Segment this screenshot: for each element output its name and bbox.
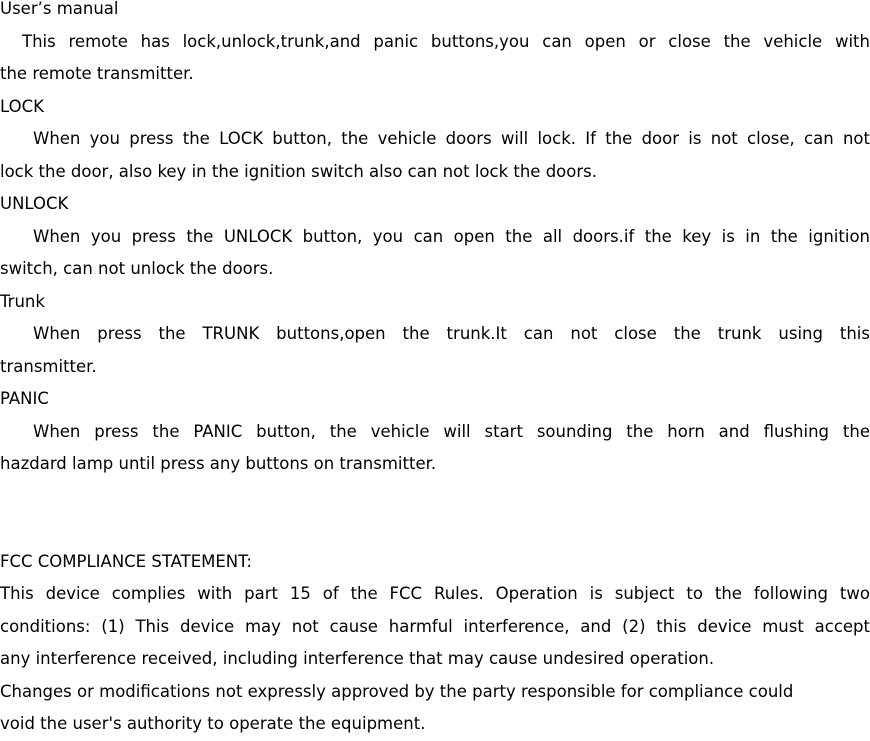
section-line: When press the TRUNK buttons,open the trunk.It can not close the trunk using this (33, 324, 870, 343)
section-heading: Trunk (0, 291, 45, 311)
section-unlock (0, 188, 870, 286)
fcc-line: any interference received, including interference that may cause undesired operation. (0, 649, 715, 668)
fcc-line: This device complies with part 15 of the FCC Rules. Operation is subject to the following two (0, 584, 870, 603)
intro-paragraph (0, 26, 870, 91)
section-line: When you press the UNLOCK button, you can open the all doors.if the key is in the ignition (33, 226, 870, 246)
fcc-line: Changes or modifications not expressly approved by the party responsible for compliance could (0, 681, 794, 701)
section-line: When press the PANIC button, the vehicle will start sounding the horn and flushing the (33, 421, 870, 441)
fcc-heading: FCC COMPLIANCE STATEMENT: (0, 551, 252, 571)
section-line: hazdard lamp until press any buttons on transmitter. (0, 454, 437, 473)
section-heading: PANIC (0, 389, 49, 408)
intro-line: the remote transmitter. (0, 64, 194, 83)
section-lock (0, 91, 870, 189)
section-heading: UNLOCK (0, 194, 69, 213)
section-line: switch, can not unlock the doors. (0, 259, 274, 278)
fcc-line: conditions: (1) This device may not cause harmful interference, and (2) this device must accept (0, 616, 870, 636)
section-line: transmitter. (0, 356, 97, 376)
section-trunk (0, 286, 870, 384)
section-spacer (0, 481, 870, 546)
section-line: When you press the LOCK button, the vehicle doors will lock. If the door is not close, can not (33, 129, 870, 148)
fcc-statement (0, 546, 870, 741)
document-title: User’s manual (0, 0, 119, 18)
section-heading: LOCK (0, 96, 44, 116)
fcc-line: void the user's authority to operate the equipment. (0, 714, 426, 733)
intro-line: This remote has lock,unlock,trunk,and panic buttons,you can open or close the vehicle with (22, 31, 870, 51)
section-line: lock the door, also key in the ignition switch also can not lock the doors. (0, 161, 597, 181)
section-panic (0, 383, 870, 481)
